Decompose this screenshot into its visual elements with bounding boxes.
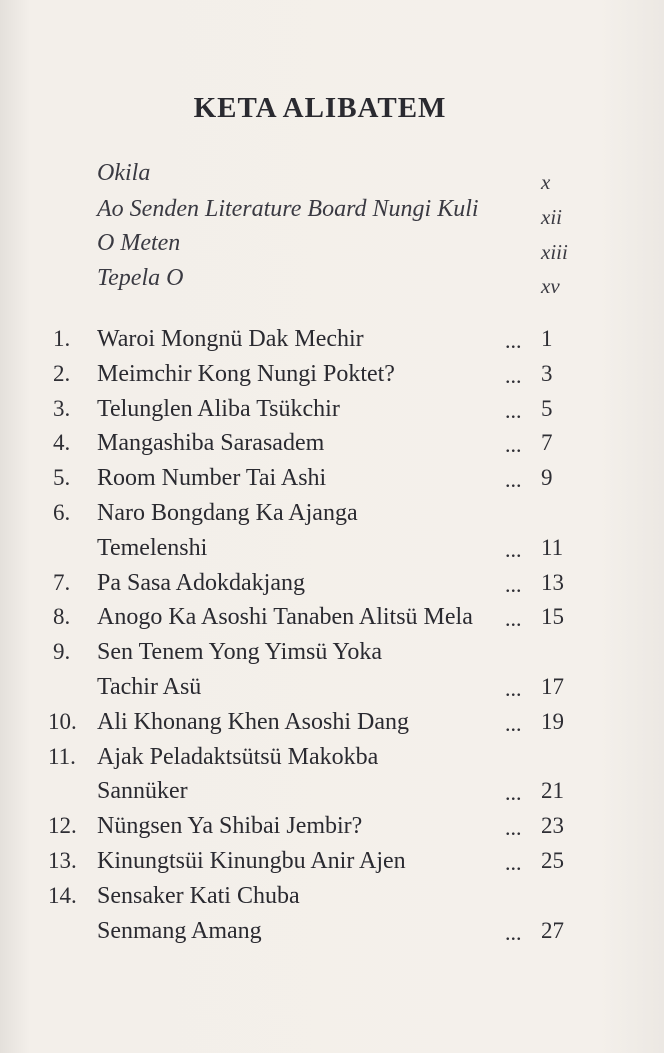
- dot-leader: ...: [505, 362, 522, 388]
- chapter-title-line: Pa Sasa Adokdakjang: [97, 569, 305, 596]
- chapter-page-number: 23: [541, 813, 564, 839]
- chapter-number: 13.: [48, 848, 77, 873]
- chapter-page-number: 15: [541, 604, 564, 630]
- chapter-page-number: 25: [541, 848, 564, 873]
- chapter-title-line: Anogo Ka Asoshi Tanaben Alitsü Mela: [97, 604, 473, 631]
- chapter-title-line: Ajak Peladaktsütsü Makokba: [97, 743, 379, 770]
- chapter-title-line: Temelenshi: [97, 534, 208, 561]
- chapter-number: 7.: [53, 569, 71, 595]
- chapter-title-line: Senmang Amang: [97, 917, 262, 944]
- dot-leader: ...: [505, 397, 522, 423]
- chapter-page-number: 3: [541, 360, 553, 386]
- dot-leader: ...: [505, 815, 522, 841]
- chapter-page-number: 5: [541, 395, 553, 421]
- chapter-number: 9.: [53, 639, 71, 665]
- chapter-page-number: 1: [541, 326, 553, 351]
- dot-leader: ...: [505, 606, 522, 632]
- chapter-number: 8.: [53, 604, 71, 630]
- dot-leader: ...: [505, 780, 522, 806]
- chapter-title-line: Mangashiba Sarasadem: [97, 430, 325, 457]
- chapter-page-number: 13: [541, 569, 564, 595]
- dot-leader: ...: [505, 710, 522, 736]
- chapter-title-line: Waroi Mongnü Dak Mechir: [97, 326, 364, 352]
- chapter-title-line: Nüngsen Ya Shibai Jembir?: [97, 813, 363, 840]
- dot-leader: ...: [505, 571, 522, 597]
- chapter-number: 4.: [53, 430, 71, 456]
- chapter-title-line: Sen Tenem Yong Yimsü Yoka: [97, 639, 383, 666]
- chapter-number: 12.: [48, 813, 77, 839]
- front-matter-page: x: [541, 170, 551, 194]
- dot-leader: ...: [505, 919, 522, 945]
- chapter-title-line: Tachir Asü: [97, 674, 202, 700]
- chapter-title-line: Meimchir Kong Nungi Poktet?: [97, 360, 395, 387]
- dot-leader: ...: [505, 328, 522, 353]
- chapter-title-line: Room Number Tai Ashi: [97, 465, 327, 492]
- chapter-number: 14.: [48, 882, 77, 908]
- chapter-title-line: Naro Bongdang Ka Ajanga: [97, 500, 358, 526]
- chapter-number: 3.: [53, 395, 71, 421]
- chapter-page-number: 9: [541, 465, 553, 491]
- front-matter-page: xv: [541, 274, 560, 298]
- chapter-page-number: 19: [541, 708, 564, 734]
- chapter-number: 1.: [53, 326, 71, 351]
- dot-leader: ...: [505, 432, 522, 458]
- chapter-page-number: 7: [541, 430, 553, 456]
- front-matter-title: O Meten: [97, 230, 181, 256]
- chapter-number: 2.: [53, 360, 71, 386]
- page-title: KETA ALIBATEM: [193, 92, 447, 124]
- dot-leader: ...: [505, 536, 522, 562]
- chapter-title-line: Telunglen Aliba Tsükchir: [97, 395, 340, 422]
- chapter-title-line: Sannüker: [97, 778, 188, 805]
- dot-leader: ...: [505, 676, 522, 701]
- chapter-number: 6.: [53, 500, 71, 525]
- chapter-page-number: 11: [541, 534, 564, 560]
- dot-leader: ...: [505, 467, 522, 493]
- chapter-title-line: Ali Khonang Khen Asoshi Dang: [97, 708, 409, 735]
- chapter-number: 5.: [53, 465, 71, 491]
- front-matter-page: xii: [541, 205, 562, 229]
- chapter-number: 11.: [48, 743, 76, 769]
- chapter-page-number: 21: [541, 778, 564, 804]
- chapter-number: 10.: [48, 708, 77, 734]
- dot-leader: ...: [505, 850, 522, 875]
- chapter-page-number: 17: [541, 674, 564, 699]
- chapter-page-number: 27: [541, 917, 564, 943]
- front-matter-page: xiii: [541, 240, 568, 264]
- front-matter-title: Okila: [97, 160, 151, 186]
- front-matter-title: Ao Senden Literature Board Nungi Kuli: [97, 196, 479, 222]
- chapter-title-line: Sensaker Kati Chuba: [97, 882, 300, 909]
- chapter-title-line: Kinungtsüi Kinungbu Anir Ajen: [97, 848, 406, 874]
- front-matter-title: Tepela O: [97, 265, 184, 291]
